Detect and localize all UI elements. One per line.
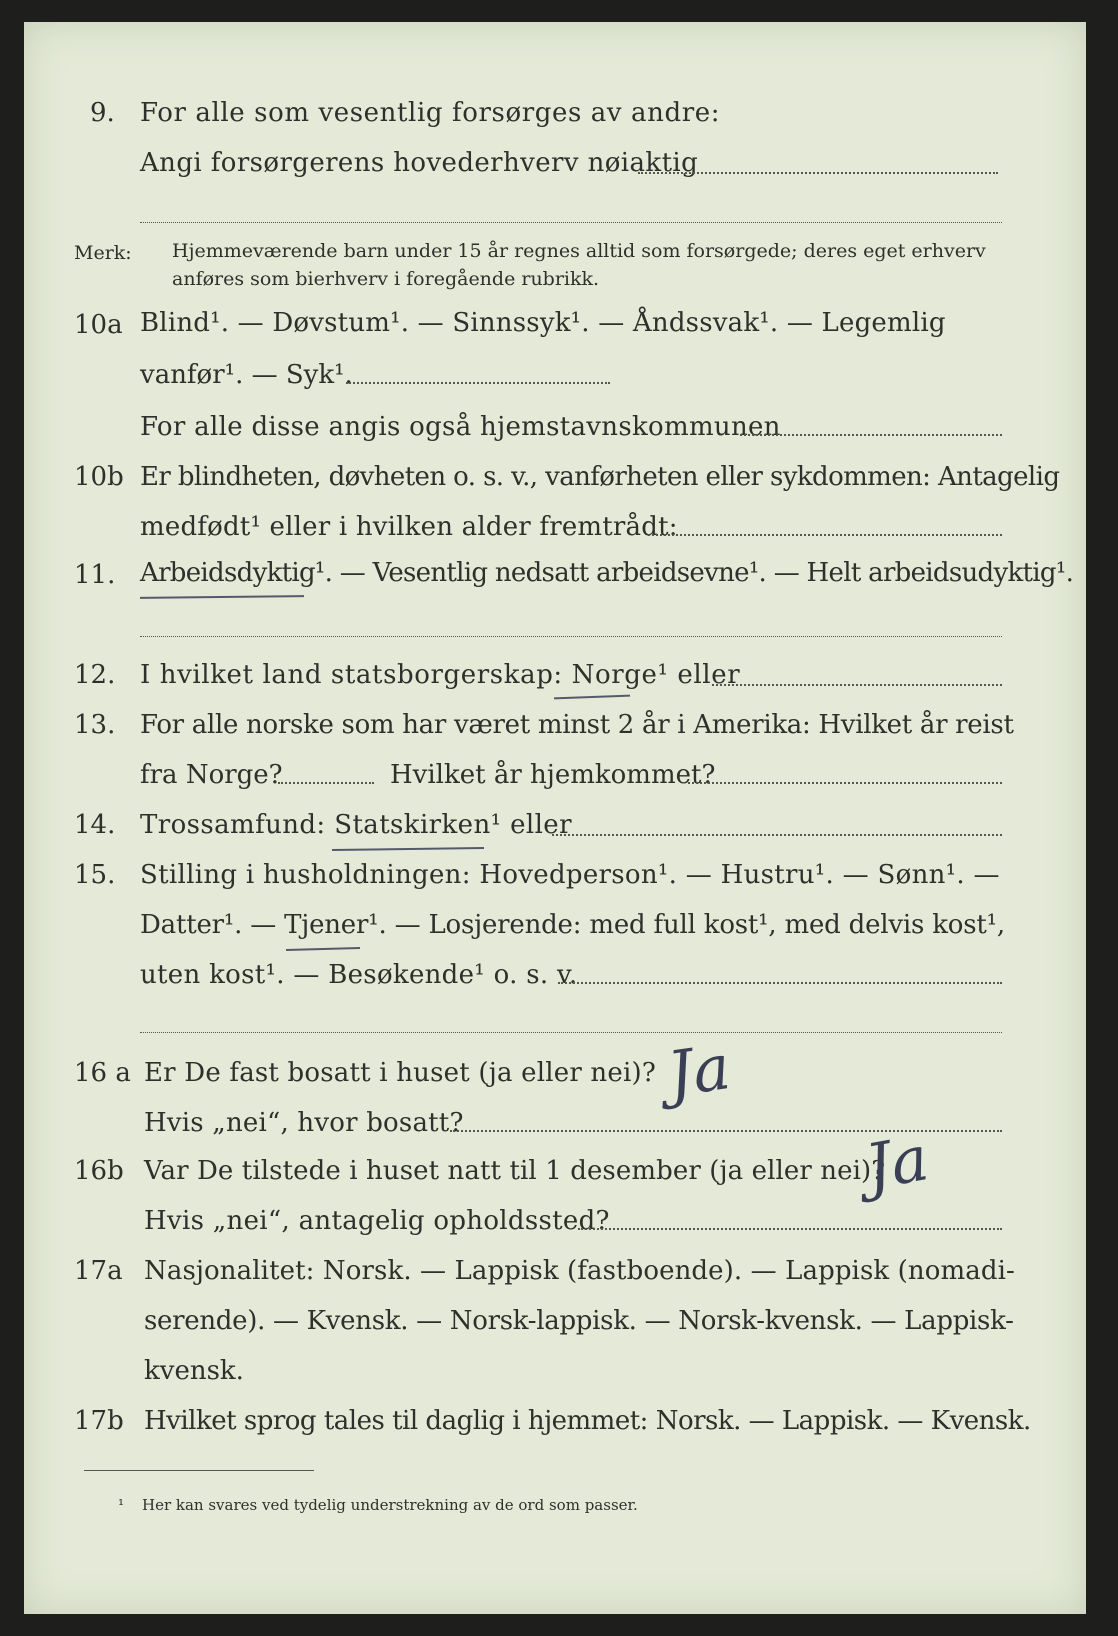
- q15-text-line1: Stilling i husholdningen: Hovedperson¹. — Hustru¹. — Sønn¹. —: [140, 860, 1000, 890]
- q17b-text-line1: Hvilket sprog tales til daglig i hjemmet: Norsk. — Lappisk. — Kvensk.: [144, 1406, 1031, 1436]
- q10a-kommune-line[interactable]: [740, 434, 1002, 436]
- footnote-divider: [84, 1470, 314, 1471]
- q16b-text-line1: Var De tilstede i huset natt til 1 desember (ja eller nei)?: [144, 1156, 886, 1186]
- q11-answer-line[interactable]: [140, 636, 1002, 637]
- q11-text-line1: Arbeidsdyktig¹. — Vesentlig nedsatt arbeidsevne¹. — Helt arbeidsudyktig¹.: [140, 558, 1074, 588]
- q16b-number: 16b: [74, 1156, 124, 1186]
- q11-selection-underline: [140, 595, 304, 599]
- q16b-handwritten-answer: Ja: [860, 1121, 934, 1204]
- q10a-text-line3: For alle disse angis også hjemstavnskommunen: [140, 412, 781, 442]
- q10a-answer-line[interactable]: [346, 382, 610, 384]
- q16a-text-line1: Er De fast bosatt i huset (ja eller nei)?: [144, 1058, 656, 1088]
- q17a-number: 17a: [74, 1256, 123, 1286]
- q12-selection-underline: [554, 695, 630, 700]
- q14-number: 14.: [74, 810, 116, 840]
- q15-number: 15.: [74, 860, 116, 890]
- q10b-number: 10b: [74, 462, 124, 492]
- q13-text-line2a: fra Norge?: [140, 760, 283, 790]
- q15-selection-underline: [286, 947, 360, 951]
- q15-answer-line[interactable]: [558, 982, 1002, 984]
- q15-answer-line2[interactable]: [140, 1032, 1002, 1033]
- q10b-text-line2: medfødt¹ eller i hvilken alder fremtrådt:: [140, 512, 678, 542]
- merk-label: Merk:: [74, 242, 132, 264]
- q12-answer-line[interactable]: [712, 684, 1002, 686]
- q10b-text-line1: Er blindheten, døvheten o. s. v., vanførheten eller sykdommen: Antagelig: [140, 462, 1060, 492]
- q15-text-line2: Datter¹. — Tjener¹. — Losjerende: med full kost¹, med delvis kost¹,: [140, 910, 1005, 940]
- q9-answer-line2[interactable]: [140, 222, 1002, 223]
- q11-number: 11.: [74, 560, 116, 590]
- merk-text-line2: anføres som bierhverv i foregående rubrikk.: [172, 268, 600, 290]
- q16a-number: 16 a: [74, 1058, 131, 1088]
- q17a-text-line2: serende). — Kvensk. — Norsk-lappisk. — Norsk-kvensk. — Lappisk-: [144, 1306, 1014, 1336]
- q10a-text-line1: Blind¹. — Døvstum¹. — Sinnssyk¹. — Åndssvak¹. — Legemlig: [140, 308, 946, 338]
- q10a-text-line2: vanfør¹. — Syk¹.: [140, 360, 353, 390]
- q9-text-line1: For alle som vesentlig forsørges av andre:: [140, 98, 721, 128]
- q14-selection-underline: [332, 847, 484, 851]
- census-form-page: [24, 22, 1086, 1614]
- q14-text-line1: Trossamfund: Statskirken¹ eller: [140, 810, 572, 840]
- q17b-number: 17b: [74, 1406, 124, 1436]
- q16b-text-line2: Hvis „nei“, antagelig opholdssted?: [144, 1206, 610, 1236]
- footnote-mark: ¹: [118, 1496, 125, 1514]
- q13-reist-line[interactable]: [278, 782, 374, 784]
- q12-text-line1: I hvilket land statsborgerskap: Norge¹ eller: [140, 660, 741, 690]
- q16a-handwritten-answer: Ja: [663, 1030, 735, 1111]
- q17a-text-line3: kvensk.: [144, 1356, 244, 1386]
- q9-number: 9.: [90, 98, 115, 128]
- footnote-text: Her kan svares ved tydelig understrekning av de ord som passer.: [142, 1496, 638, 1514]
- q14-answer-line[interactable]: [552, 834, 1002, 836]
- q12-number: 12.: [74, 660, 116, 690]
- q17a-text-line1: Nasjonalitet: Norsk. — Lappisk (fastboende). — Lappisk (nomadi-: [144, 1256, 1015, 1286]
- q9-answer-line[interactable]: [638, 172, 998, 174]
- q16b-answer-line[interactable]: [578, 1228, 1002, 1230]
- q13-text-line2b: Hvilket år hjemkommet?: [390, 760, 716, 790]
- q10a-number: 10a: [74, 310, 123, 340]
- q13-number: 13.: [74, 710, 116, 740]
- merk-text-line1: Hjemmeværende barn under 15 år regnes alltid som forsørgede; deres eget erhverv: [172, 240, 986, 262]
- q13-text-line1: For alle norske som har været minst 2 år i Amerika: Hvilket år reist: [140, 710, 1014, 740]
- q9-text-line2: Angi forsørgerens hovederhverv nøiaktig: [140, 148, 699, 178]
- q16a-text-line2: Hvis „nei“, hvor bosatt?: [144, 1108, 464, 1138]
- q10b-answer-line[interactable]: [648, 534, 1002, 536]
- q13-hjemkommet-line[interactable]: [688, 782, 1002, 784]
- q15-text-line3: uten kost¹. — Besøkende¹ o. s. v.: [140, 960, 578, 990]
